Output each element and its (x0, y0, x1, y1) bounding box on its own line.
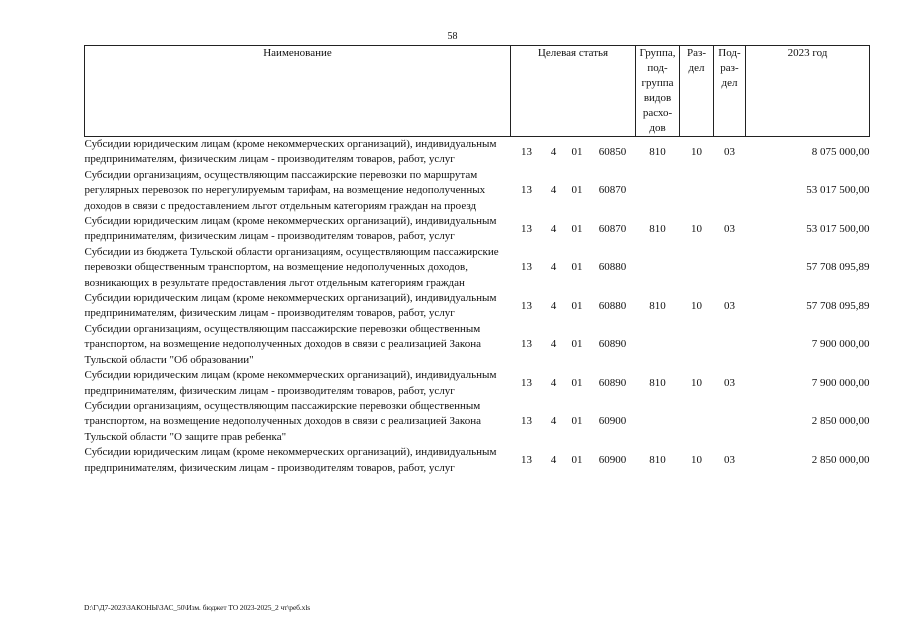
table-row (85, 245, 870, 291)
expense-group: 810 (649, 299, 666, 312)
expense-group: 810 (649, 453, 666, 466)
header-section: Раз-дел (680, 46, 714, 137)
table-header-row (85, 46, 870, 137)
section-code: 10 (691, 453, 702, 466)
header-subsection: Под-раз-дел (714, 46, 746, 137)
target-code-3: 01 (571, 338, 583, 351)
target-code-2: 4 (550, 184, 557, 197)
table-body (85, 137, 870, 476)
amount-2023: 53 017 500,00 (806, 222, 870, 235)
page-number: 58 (447, 31, 458, 42)
row-name: Субсидии организациям, осуществляющим пассажирские перевозки общественным транспортом, на возмещение недополученных доходов в связи с реализацией Закона Тульской области "О защите прав ребенка" (84, 399, 481, 443)
header-year: 2023 год (746, 46, 870, 137)
subsection-code (714, 245, 746, 291)
target-code-1: 13 (521, 415, 532, 428)
amount-2023: 2 850 000,00 (811, 415, 870, 428)
section-code (680, 168, 714, 214)
target-code-1: 13 (521, 376, 532, 389)
amount-2023: 7 900 000,00 (811, 376, 870, 389)
target-code-1: 13 (521, 145, 532, 158)
target-code-2: 4 (550, 338, 557, 351)
target-code-3: 01 (571, 261, 583, 274)
expense-group: 810 (649, 376, 666, 389)
row-name: Субсидии юридическим лицам (кроме некоммерческих организаций), индивидуальным предпринимателям, физическим лицам - производителям товаров, работ, услуг (84, 215, 497, 243)
target-code-4: 60890 (598, 376, 627, 389)
target-code-1: 13 (521, 261, 532, 274)
section-code: 10 (691, 222, 702, 235)
row-name: Субсидии юридическим лицам (кроме некоммерческих организаций), индивидуальным предпринимателям, физическим лицам - производителям товаров, работ, услуг (84, 138, 497, 166)
target-code-2: 4 (550, 453, 557, 466)
subsection-code: 03 (724, 376, 735, 389)
target-code-3: 01 (571, 415, 583, 428)
target-code-3: 01 (571, 222, 583, 235)
target-code-4: 60900 (598, 415, 627, 428)
budget-table (84, 45, 870, 476)
amount-2023: 8 075 000,00 (811, 145, 870, 158)
expense-group: 810 (649, 222, 666, 235)
subsection-code (714, 322, 746, 368)
section-code: 10 (691, 299, 702, 312)
section-code (680, 322, 714, 368)
row-name: Субсидии организациям, осуществляющим пассажирские перевозки общественным транспортом, на возмещение недополученных доходов в связи с реализацией Закона Тульской области "Об образовании" (84, 322, 481, 366)
amount-2023: 7 900 000,00 (811, 338, 870, 351)
expense-group (636, 245, 680, 291)
target-code-4: 60880 (598, 299, 627, 312)
target-code-4: 60880 (598, 261, 627, 274)
target-code-4: 60870 (598, 222, 627, 235)
target-code-2: 4 (550, 415, 557, 428)
target-code-2: 4 (550, 376, 557, 389)
footer-file-path: D:\Г\Д7-2023\ЗАКОНЫ\ЗАС_50\Изм. бюджет ТО 2023-2025_2 чт\реб.xls (84, 603, 311, 612)
row-name: Субсидии юридическим лицам (кроме некоммерческих организаций), индивидуальным предпринимателям, физическим лицам - производителям товаров, работ, услуг (84, 446, 497, 474)
amount-2023: 57 708 095,89 (806, 299, 870, 312)
expense-group (636, 399, 680, 445)
target-code-2: 4 (550, 261, 557, 274)
target-code-1: 13 (521, 453, 532, 466)
table-row (85, 445, 870, 476)
table-row (85, 168, 870, 214)
target-code-1: 13 (521, 299, 532, 312)
expense-group: 810 (649, 145, 666, 158)
section-code (680, 399, 714, 445)
section-code: 10 (691, 145, 702, 158)
header-name: Наименование (85, 46, 511, 137)
section-code: 10 (691, 376, 702, 389)
target-code-1: 13 (521, 222, 532, 235)
subsection-code: 03 (724, 222, 735, 235)
amount-2023: 2 850 000,00 (811, 453, 870, 466)
subsection-code (714, 168, 746, 214)
table-row (85, 322, 870, 368)
target-code-4: 60850 (598, 145, 627, 158)
header-group: Группа, под-группа видов расхо-дов (636, 46, 680, 137)
table-row (85, 291, 870, 322)
row-name: Субсидии юридическим лицам (кроме некоммерческих организаций), индивидуальным предпринимателям, физическим лицам - производителям товаров, работ, услуг (84, 369, 497, 397)
target-code-4: 60900 (598, 453, 627, 466)
target-code-4: 60890 (598, 338, 627, 351)
table-row (85, 368, 870, 399)
table-row (85, 214, 870, 245)
subsection-code: 03 (724, 145, 735, 158)
target-code-2: 4 (550, 299, 557, 312)
subsection-code (714, 399, 746, 445)
table-row (85, 137, 870, 168)
row-name: Субсидии из бюджета Тульской области организациям, осуществляющим пассажирские перевозки общественным транспортом, на возмещение недополученных доходов, возникающих в результате предоставления льгот отдельным категориям граждан (84, 245, 499, 289)
expense-group (636, 322, 680, 368)
subsection-code: 03 (724, 299, 735, 312)
subsection-code: 03 (724, 453, 735, 466)
target-code-4: 60870 (598, 184, 627, 197)
target-code-3: 01 (571, 376, 583, 389)
target-code-2: 4 (550, 145, 557, 158)
target-code-3: 01 (571, 453, 583, 466)
target-code-2: 4 (550, 222, 557, 235)
header-target: Целевая статья (511, 46, 636, 137)
row-name: Субсидии организациям, осуществляющим пассажирские перевозки по маршрутам регулярных перевозок по нерегулируемым тарифам, на возмещение недополученных доходов в связи с предоставлением льгот отдельным категориям граждан на проезд (84, 168, 486, 212)
row-name: Субсидии юридическим лицам (кроме некоммерческих организаций), индивидуальным предпринимателям, физическим лицам - производителям товаров, работ, услуг (84, 292, 497, 320)
expense-group (636, 168, 680, 214)
amount-2023: 53 017 500,00 (806, 184, 870, 197)
section-code (680, 245, 714, 291)
target-code-3: 01 (571, 184, 583, 197)
target-code-3: 01 (571, 145, 583, 158)
target-code-1: 13 (521, 338, 532, 351)
table-row (85, 399, 870, 445)
amount-2023: 57 708 095,89 (806, 261, 870, 274)
target-code-3: 01 (571, 299, 583, 312)
target-code-1: 13 (521, 184, 532, 197)
